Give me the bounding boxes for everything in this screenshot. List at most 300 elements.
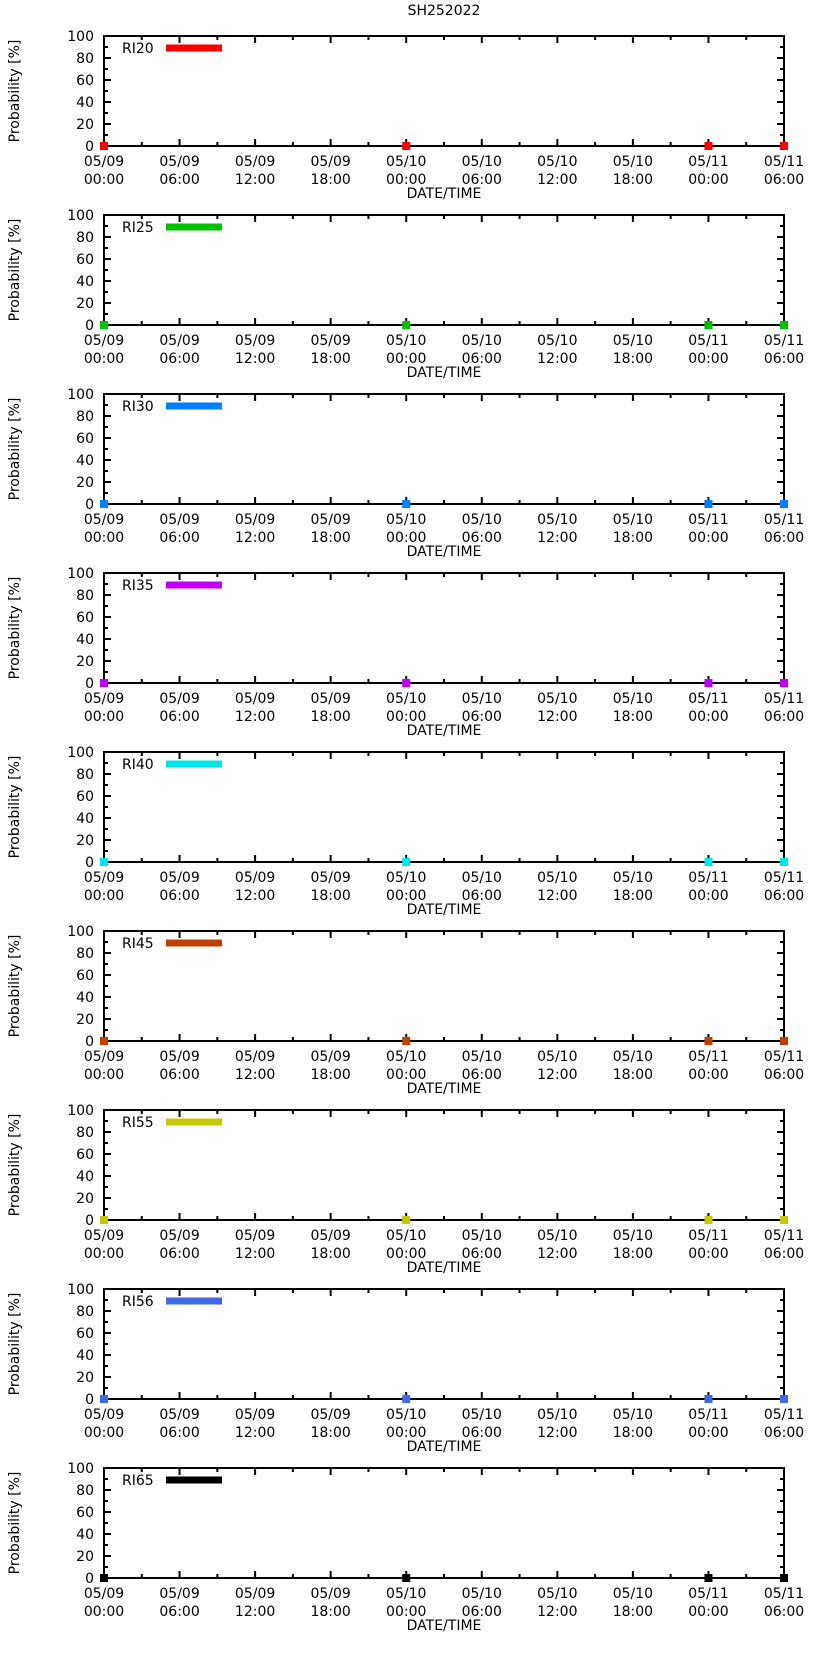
x-tick-label-date: 05/11 — [688, 1586, 729, 1602]
x-tick-label-date: 05/10 — [386, 333, 427, 349]
x-tick-label-date: 05/09 — [159, 1228, 200, 1244]
x-tick-label-time: 18:00 — [310, 351, 351, 367]
y-tick-label: 100 — [67, 924, 94, 940]
data-point-RI65-0 — [100, 1574, 108, 1582]
x-tick-label-date: 05/09 — [159, 333, 200, 349]
data-point-RI55-3 — [780, 1216, 788, 1224]
x-tick-label-time: 00:00 — [688, 1246, 729, 1262]
data-point-RI20-1 — [402, 142, 410, 150]
y-tick-label: 40 — [76, 1348, 94, 1364]
panel-RI56 — [0, 1275, 822, 1454]
x-tick-label-time: 00:00 — [83, 1604, 125, 1620]
x-tick-label-time: 06:00 — [159, 351, 200, 367]
data-point-RI20-2 — [704, 142, 712, 150]
y-tick-label: 100 — [67, 29, 94, 45]
x-tick-label-date: 05/09 — [159, 691, 200, 707]
x-tick-label-time: 12:00 — [234, 888, 276, 904]
x-tick-label-date: 05/11 — [688, 870, 729, 886]
x-tick-label-date: 05/10 — [386, 691, 427, 707]
x-tick-label-date: 05/10 — [612, 1407, 654, 1423]
y-tick-label: 80 — [76, 1125, 94, 1141]
x-tick-label-date: 05/10 — [461, 1586, 502, 1602]
x-tick-label-time: 12:00 — [234, 1246, 276, 1262]
y-tick-label: 60 — [76, 610, 94, 626]
x-tick-label-time: 00:00 — [83, 1425, 125, 1441]
panel-RI55 — [0, 1096, 822, 1275]
x-tick-label-time: 18:00 — [310, 530, 351, 546]
x-tick-label-time: 00:00 — [386, 530, 427, 546]
data-point-RI25-1 — [402, 321, 410, 329]
x-tick-label-date: 05/10 — [612, 691, 654, 707]
y-tick-label: 40 — [76, 453, 94, 469]
data-point-RI40-1 — [402, 858, 410, 866]
x-tick-label-date: 05/09 — [83, 691, 125, 707]
x-tick-label-date: 05/09 — [83, 333, 125, 349]
y-axis-label: Probability [%] — [7, 576, 23, 680]
x-tick-label-time: 00:00 — [688, 1604, 729, 1620]
x-tick-label-time: 06:00 — [763, 172, 805, 188]
plot-border — [104, 1110, 784, 1220]
x-tick-label-date: 05/09 — [310, 1049, 351, 1065]
y-tick-label: 40 — [76, 1169, 94, 1185]
plot-border — [104, 1468, 784, 1578]
x-tick-label-date: 05/10 — [461, 1407, 502, 1423]
x-tick-label-time: 18:00 — [612, 1246, 654, 1262]
x-axis-label: DATE/TIME — [406, 1618, 482, 1633]
x-tick-label-time: 00:00 — [386, 1067, 427, 1083]
x-tick-label-time: 18:00 — [612, 1067, 654, 1083]
x-tick-label-date: 05/09 — [310, 691, 351, 707]
x-tick-label-time: 18:00 — [612, 351, 654, 367]
legend-label-RI40: RI40 — [122, 757, 154, 773]
data-point-RI45-2 — [704, 1037, 712, 1045]
x-tick-label-time: 00:00 — [83, 351, 125, 367]
x-tick-label-time: 12:00 — [537, 530, 578, 546]
x-tick-label-time: 06:00 — [763, 1425, 805, 1441]
x-tick-label-time: 06:00 — [461, 351, 502, 367]
y-tick-label: 0 — [85, 139, 94, 155]
x-tick-label-time: 18:00 — [612, 1604, 654, 1620]
panel-RI65 — [0, 1454, 822, 1633]
x-tick-label-date: 05/09 — [234, 1407, 276, 1423]
y-axis-label: Probability [%] — [7, 1113, 23, 1217]
x-tick-label-date: 05/10 — [461, 512, 502, 528]
y-tick-label: 80 — [76, 230, 94, 246]
y-tick-label: 20 — [76, 833, 94, 849]
x-tick-label-time: 06:00 — [461, 1246, 502, 1262]
x-tick-label-date: 05/11 — [763, 1049, 805, 1065]
x-tick-label-time: 18:00 — [612, 530, 654, 546]
x-tick-label-time: 00:00 — [688, 1067, 729, 1083]
x-tick-label-date: 05/09 — [234, 512, 276, 528]
x-tick-label-time: 06:00 — [763, 709, 805, 725]
data-point-RI65-2 — [704, 1574, 712, 1582]
data-point-RI55-0 — [100, 1216, 108, 1224]
legend-label-RI45: RI45 — [122, 936, 154, 952]
data-point-RI56-3 — [780, 1395, 788, 1403]
x-tick-label-date: 05/09 — [159, 1586, 200, 1602]
x-tick-label-date: 05/10 — [461, 333, 502, 349]
x-tick-label-time: 00:00 — [83, 1246, 125, 1262]
y-tick-label: 80 — [76, 1483, 94, 1499]
x-tick-label-date: 05/11 — [763, 154, 805, 170]
x-tick-label-date: 05/09 — [234, 1228, 276, 1244]
data-point-RI30-1 — [402, 500, 410, 508]
y-tick-label: 20 — [76, 1191, 94, 1207]
x-tick-label-date: 05/10 — [461, 1228, 502, 1244]
x-tick-label-time: 06:00 — [461, 709, 502, 725]
data-point-RI20-0 — [100, 142, 108, 150]
panel-RI45 — [0, 917, 822, 1096]
panel-RI35 — [0, 559, 822, 738]
y-tick-label: 20 — [76, 475, 94, 491]
plot-border — [104, 1289, 784, 1399]
x-tick-label-time: 18:00 — [310, 1067, 351, 1083]
y-tick-label: 0 — [85, 1034, 94, 1050]
data-point-RI45-3 — [780, 1037, 788, 1045]
y-tick-label: 80 — [76, 588, 94, 604]
y-tick-label: 0 — [85, 1392, 94, 1408]
x-tick-label-date: 05/09 — [83, 870, 125, 886]
x-tick-label-date: 05/11 — [763, 1586, 805, 1602]
data-point-RI30-2 — [704, 500, 712, 508]
data-point-RI56-2 — [704, 1395, 712, 1403]
x-tick-label-time: 00:00 — [688, 888, 729, 904]
plot-border — [104, 215, 784, 325]
data-point-RI45-1 — [402, 1037, 410, 1045]
x-tick-label-time: 00:00 — [386, 1425, 427, 1441]
x-tick-label-date: 05/11 — [763, 870, 805, 886]
x-axis-label: DATE/TIME — [406, 544, 482, 559]
x-tick-label-date: 05/09 — [83, 1049, 125, 1065]
data-point-RI56-0 — [100, 1395, 108, 1403]
y-tick-label: 60 — [76, 1326, 94, 1342]
x-tick-label-date: 05/10 — [537, 1586, 578, 1602]
data-point-RI35-0 — [100, 679, 108, 687]
x-axis-label: DATE/TIME — [406, 1081, 482, 1096]
x-tick-label-date: 05/11 — [688, 154, 729, 170]
x-tick-label-time: 18:00 — [612, 1425, 654, 1441]
x-tick-label-time: 06:00 — [763, 888, 805, 904]
data-point-RI30-3 — [780, 500, 788, 508]
x-tick-label-date: 05/10 — [612, 1586, 654, 1602]
x-tick-label-time: 12:00 — [537, 1425, 578, 1441]
y-tick-label: 40 — [76, 95, 94, 111]
x-tick-label-time: 18:00 — [310, 172, 351, 188]
x-tick-label-time: 06:00 — [461, 1425, 502, 1441]
y-tick-label: 100 — [67, 1282, 94, 1298]
legend-label-RI55: RI55 — [122, 1115, 154, 1131]
y-axis-label: Probability [%] — [7, 1292, 23, 1396]
x-tick-label-date: 05/11 — [688, 1228, 729, 1244]
x-tick-label-time: 18:00 — [612, 709, 654, 725]
x-tick-label-date: 05/10 — [537, 512, 578, 528]
x-tick-label-time: 18:00 — [310, 709, 351, 725]
x-tick-label-date: 05/11 — [763, 333, 805, 349]
x-tick-label-date: 05/10 — [537, 1228, 578, 1244]
x-tick-label-time: 00:00 — [83, 530, 125, 546]
y-tick-label: 0 — [85, 497, 94, 513]
y-tick-label: 100 — [67, 745, 94, 761]
x-tick-label-time: 00:00 — [386, 1246, 427, 1262]
y-tick-label: 100 — [67, 208, 94, 224]
x-tick-label-time: 06:00 — [763, 530, 805, 546]
x-tick-label-date: 05/10 — [537, 1049, 578, 1065]
x-tick-label-date: 05/09 — [83, 154, 125, 170]
x-tick-label-date: 05/10 — [461, 870, 502, 886]
x-tick-label-time: 00:00 — [386, 888, 427, 904]
legend-label-RI25: RI25 — [122, 220, 154, 236]
panel-RI40 — [0, 738, 822, 917]
y-tick-label: 20 — [76, 1012, 94, 1028]
x-tick-label-date: 05/10 — [386, 154, 427, 170]
x-axis-label: DATE/TIME — [406, 365, 482, 380]
x-tick-label-date: 05/11 — [763, 1228, 805, 1244]
x-tick-label-date: 05/10 — [386, 870, 427, 886]
y-tick-label: 20 — [76, 296, 94, 312]
x-tick-label-time: 18:00 — [310, 1246, 351, 1262]
x-tick-label-date: 05/11 — [688, 512, 729, 528]
data-point-RI25-2 — [704, 321, 712, 329]
x-tick-label-time: 12:00 — [537, 1067, 578, 1083]
x-tick-label-time: 06:00 — [763, 1067, 805, 1083]
x-tick-label-time: 12:00 — [234, 1067, 276, 1083]
x-tick-label-date: 05/09 — [83, 1586, 125, 1602]
x-tick-label-date: 05/09 — [310, 870, 351, 886]
x-tick-label-date: 05/09 — [310, 1407, 351, 1423]
x-tick-label-date: 05/09 — [159, 512, 200, 528]
data-point-RI65-1 — [402, 1574, 410, 1582]
y-tick-label: 40 — [76, 811, 94, 827]
x-tick-label-time: 12:00 — [537, 709, 578, 725]
x-tick-label-time: 06:00 — [159, 1067, 200, 1083]
data-point-RI25-3 — [780, 321, 788, 329]
y-tick-label: 60 — [76, 968, 94, 984]
x-tick-label-time: 06:00 — [159, 709, 200, 725]
x-tick-label-date: 05/09 — [159, 870, 200, 886]
x-tick-label-date: 05/11 — [688, 333, 729, 349]
panel-RI30 — [0, 380, 822, 559]
x-tick-label-time: 06:00 — [461, 888, 502, 904]
chart-panels — [0, 22, 822, 1633]
y-axis-label: Probability [%] — [7, 39, 23, 143]
y-tick-label: 80 — [76, 1304, 94, 1320]
data-point-RI56-1 — [402, 1395, 410, 1403]
data-point-RI35-1 — [402, 679, 410, 687]
plot-border — [104, 931, 784, 1041]
x-tick-label-date: 05/10 — [386, 1586, 427, 1602]
x-tick-label-time: 00:00 — [386, 351, 427, 367]
x-tick-label-date: 05/09 — [234, 1586, 276, 1602]
x-tick-label-time: 06:00 — [159, 1425, 200, 1441]
x-axis-label: DATE/TIME — [406, 723, 482, 738]
x-tick-label-time: 06:00 — [159, 888, 200, 904]
y-tick-label: 0 — [85, 318, 94, 334]
data-point-RI55-1 — [402, 1216, 410, 1224]
x-tick-label-time: 06:00 — [461, 1604, 502, 1620]
x-tick-label-date: 05/11 — [688, 1049, 729, 1065]
x-tick-label-date: 05/10 — [612, 333, 654, 349]
x-tick-label-time: 06:00 — [461, 530, 502, 546]
x-tick-label-date: 05/09 — [159, 154, 200, 170]
x-tick-label-time: 00:00 — [386, 172, 427, 188]
legend-label-RI56: RI56 — [122, 1294, 154, 1310]
x-tick-label-time: 12:00 — [537, 1246, 578, 1262]
data-point-RI55-2 — [704, 1216, 712, 1224]
x-tick-label-date: 05/09 — [234, 870, 276, 886]
y-tick-label: 60 — [76, 789, 94, 805]
x-tick-label-time: 18:00 — [310, 1425, 351, 1441]
x-tick-label-date: 05/10 — [537, 1407, 578, 1423]
x-tick-label-time: 12:00 — [234, 172, 276, 188]
chart-title: SH252022 — [407, 3, 481, 19]
data-point-RI45-0 — [100, 1037, 108, 1045]
y-axis-label: Probability [%] — [7, 218, 23, 322]
plot-border — [104, 36, 784, 146]
x-tick-label-date: 05/10 — [537, 691, 578, 707]
x-tick-label-time: 06:00 — [159, 530, 200, 546]
x-tick-label-time: 06:00 — [159, 172, 200, 188]
plot-border — [104, 573, 784, 683]
y-tick-label: 20 — [76, 1549, 94, 1565]
data-point-RI35-3 — [780, 679, 788, 687]
x-tick-label-date: 05/09 — [310, 512, 351, 528]
x-tick-label-date: 05/10 — [461, 1049, 502, 1065]
x-tick-label-date: 05/09 — [234, 154, 276, 170]
x-tick-label-date: 05/09 — [310, 333, 351, 349]
y-tick-label: 60 — [76, 1147, 94, 1163]
x-tick-label-date: 05/11 — [688, 691, 729, 707]
y-tick-label: 40 — [76, 990, 94, 1006]
x-tick-label-time: 00:00 — [386, 709, 427, 725]
y-tick-label: 20 — [76, 1370, 94, 1386]
x-tick-label-time: 12:00 — [537, 888, 578, 904]
x-tick-label-date: 05/10 — [461, 154, 502, 170]
y-tick-label: 60 — [76, 1505, 94, 1521]
y-tick-label: 100 — [67, 387, 94, 403]
x-tick-label-date: 05/10 — [537, 333, 578, 349]
y-axis-label: Probability [%] — [7, 397, 23, 501]
x-tick-label-time: 06:00 — [159, 1604, 200, 1620]
x-tick-label-time: 06:00 — [763, 1604, 805, 1620]
legend-label-RI35: RI35 — [122, 578, 154, 594]
y-tick-label: 80 — [76, 51, 94, 67]
x-tick-label-date: 05/10 — [537, 154, 578, 170]
x-tick-label-date: 05/11 — [763, 691, 805, 707]
x-tick-label-date: 05/10 — [386, 1407, 427, 1423]
x-tick-label-time: 00:00 — [688, 709, 729, 725]
x-tick-label-date: 05/10 — [386, 1228, 427, 1244]
data-point-RI30-0 — [100, 500, 108, 508]
x-tick-label-date: 05/10 — [461, 691, 502, 707]
data-point-RI35-2 — [704, 679, 712, 687]
y-tick-label: 0 — [85, 676, 94, 692]
x-tick-label-date: 05/10 — [612, 870, 654, 886]
panel-RI25 — [0, 201, 822, 380]
y-axis-label: Probability [%] — [7, 755, 23, 859]
data-point-RI20-3 — [780, 142, 788, 150]
x-tick-label-date: 05/09 — [83, 1228, 125, 1244]
x-tick-label-date: 05/10 — [612, 512, 654, 528]
y-tick-label: 60 — [76, 73, 94, 89]
x-tick-label-date: 05/09 — [234, 691, 276, 707]
y-tick-label: 40 — [76, 632, 94, 648]
x-tick-label-time: 18:00 — [612, 888, 654, 904]
x-tick-label-time: 00:00 — [688, 172, 729, 188]
x-tick-label-date: 05/10 — [537, 870, 578, 886]
y-tick-label: 100 — [67, 1461, 94, 1477]
x-tick-label-date: 05/11 — [688, 1407, 729, 1423]
x-axis-label: DATE/TIME — [406, 902, 482, 917]
y-tick-label: 100 — [67, 1103, 94, 1119]
x-tick-label-time: 06:00 — [763, 1246, 805, 1262]
y-tick-label: 60 — [76, 252, 94, 268]
y-tick-label: 40 — [76, 1527, 94, 1543]
x-tick-label-time: 00:00 — [83, 888, 125, 904]
y-tick-label: 80 — [76, 767, 94, 783]
legend-label-RI65: RI65 — [122, 1473, 154, 1489]
x-tick-label-date: 05/09 — [234, 333, 276, 349]
x-axis-label: DATE/TIME — [406, 186, 482, 201]
x-tick-label-time: 18:00 — [310, 1604, 351, 1620]
y-axis-label: Probability [%] — [7, 934, 23, 1038]
x-tick-label-time: 12:00 — [234, 530, 276, 546]
x-tick-label-time: 06:00 — [763, 351, 805, 367]
x-tick-label-date: 05/09 — [310, 154, 351, 170]
y-tick-label: 60 — [76, 431, 94, 447]
legend-label-RI20: RI20 — [122, 41, 154, 57]
x-tick-label-date: 05/10 — [612, 1049, 654, 1065]
x-tick-label-time: 12:00 — [234, 351, 276, 367]
x-tick-label-time: 00:00 — [83, 709, 125, 725]
x-tick-label-time: 00:00 — [688, 1425, 729, 1441]
x-tick-label-time: 12:00 — [234, 1604, 276, 1620]
x-tick-label-time: 06:00 — [461, 1067, 502, 1083]
y-tick-label: 0 — [85, 855, 94, 871]
x-tick-label-time: 12:00 — [234, 709, 276, 725]
x-tick-label-time: 12:00 — [234, 1425, 276, 1441]
x-tick-label-date: 05/09 — [159, 1049, 200, 1065]
x-tick-label-date: 05/09 — [310, 1586, 351, 1602]
data-point-RI25-0 — [100, 321, 108, 329]
x-tick-label-date: 05/11 — [763, 1407, 805, 1423]
x-tick-label-time: 00:00 — [83, 172, 125, 188]
x-tick-label-time: 00:00 — [83, 1067, 125, 1083]
x-tick-label-time: 18:00 — [310, 888, 351, 904]
y-tick-label: 0 — [85, 1571, 94, 1587]
x-tick-label-time: 12:00 — [537, 172, 578, 188]
x-tick-label-time: 06:00 — [461, 172, 502, 188]
x-tick-label-date: 05/09 — [83, 1407, 125, 1423]
x-tick-label-date: 05/10 — [612, 1228, 654, 1244]
x-tick-label-time: 06:00 — [159, 1246, 200, 1262]
x-tick-label-time: 12:00 — [537, 351, 578, 367]
panel-RI20 — [0, 22, 822, 201]
data-point-RI40-0 — [100, 858, 108, 866]
x-tick-label-date: 05/09 — [310, 1228, 351, 1244]
x-tick-label-date: 05/09 — [159, 1407, 200, 1423]
y-tick-label: 20 — [76, 117, 94, 133]
x-axis-label: DATE/TIME — [406, 1439, 482, 1454]
x-tick-label-date: 05/10 — [386, 512, 427, 528]
data-point-RI40-2 — [704, 858, 712, 866]
x-axis-label: DATE/TIME — [406, 1260, 482, 1275]
y-tick-label: 80 — [76, 946, 94, 962]
y-tick-label: 80 — [76, 409, 94, 425]
x-tick-label-date: 05/10 — [386, 1049, 427, 1065]
x-tick-label-date: 05/09 — [83, 512, 125, 528]
y-tick-label: 0 — [85, 1213, 94, 1229]
